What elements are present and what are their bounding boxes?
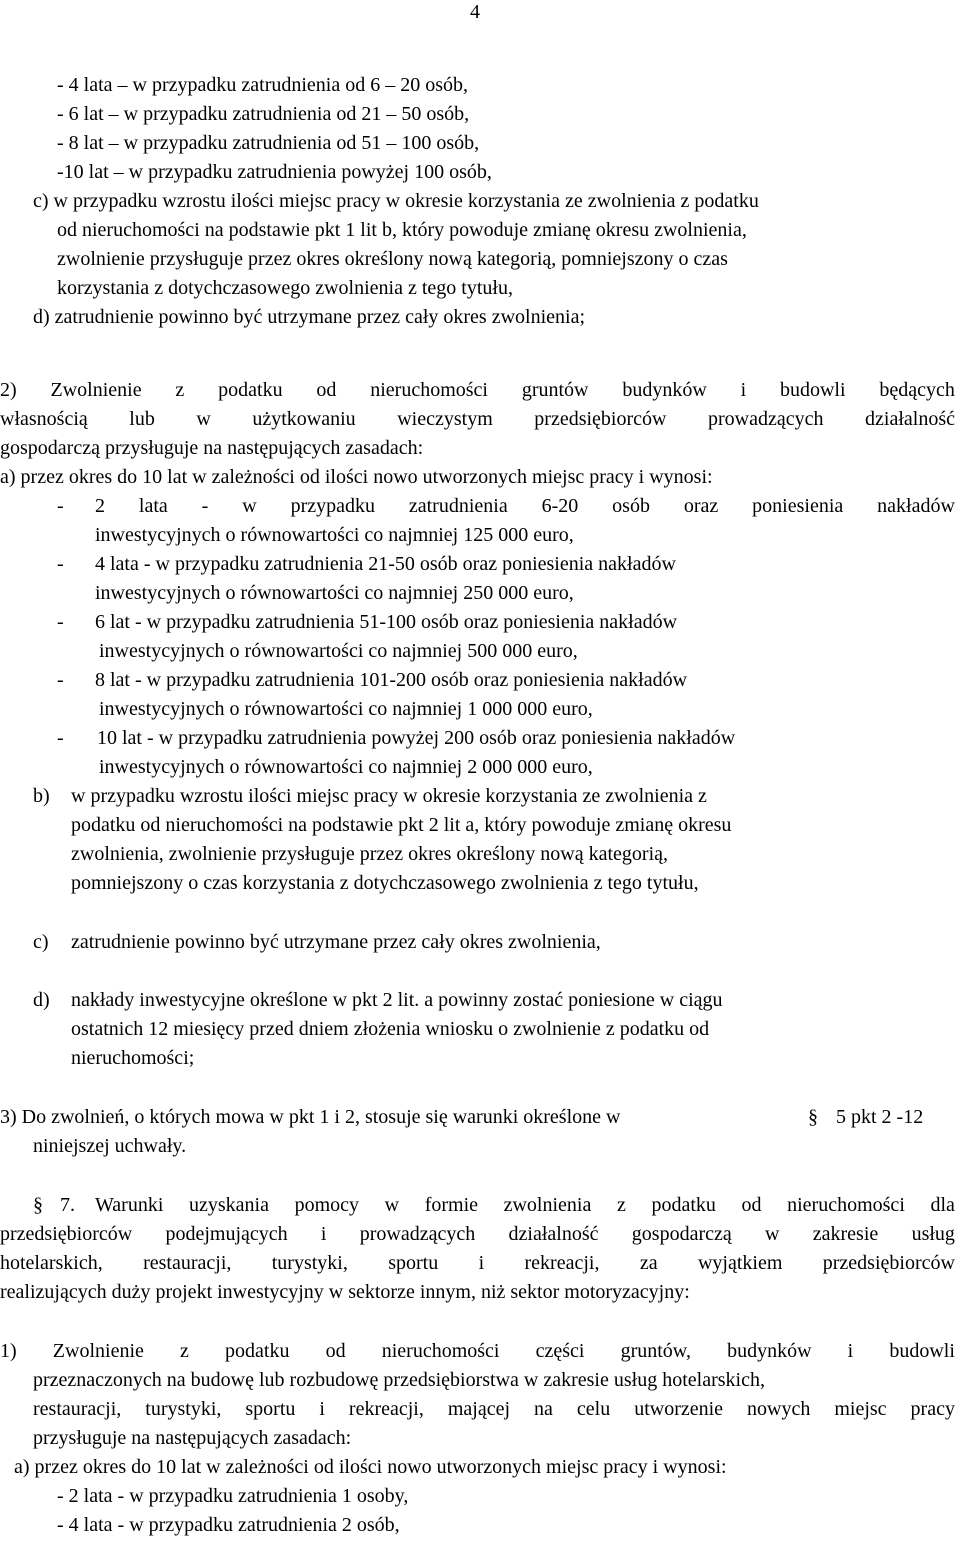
list-item: - 4 lata - w przypadku zatrudnienia 2 osób, [57, 1514, 400, 1536]
paragraph-7-line [0, 1251, 955, 1275]
word: przedsiębiorców [0, 1223, 133, 1245]
word: będących [879, 379, 955, 401]
word: restauracji, [143, 1252, 232, 1274]
word: lata [138, 495, 168, 517]
word: poniesienia [752, 495, 844, 517]
word: podejmujących [165, 1223, 288, 1245]
word: przedsiębiorców [534, 408, 667, 430]
paragraph-7-line [0, 1222, 955, 1246]
word: turystyki, [271, 1252, 348, 1274]
word: i [320, 1223, 327, 1245]
list-dash: - [57, 669, 64, 691]
word: działalność [508, 1223, 599, 1245]
word: 1) [0, 1340, 17, 1362]
section-7-1-line [33, 1397, 955, 1421]
list-item: 10 lat - w przypadku zatrudnienia powyżej 200 osób oraz poniesienia nakładów [97, 727, 736, 749]
word: celu [576, 1398, 611, 1420]
list-item-cont: inwestycyjnych o równowartości co najmniej 125 000 euro, [95, 524, 574, 546]
word: nowych [747, 1398, 811, 1420]
word: sportu [388, 1252, 439, 1274]
paragraph-sign-icon: § [33, 1194, 43, 1216]
word: pracy [910, 1398, 955, 1420]
section-3-line: niniejszej uchwały. [33, 1135, 187, 1157]
paragraph-number: 7. [60, 1194, 75, 1216]
text-line: korzystania z dotychczasowego zwolnienia z tego tytułu, [57, 277, 513, 299]
word: użytkowaniu [252, 408, 356, 430]
word: 6-20 [541, 495, 579, 517]
section-7-1-a: a) przez okres do 10 lat w zależności od ilości nowo utworzonych miejsc pracy i wynosi: [14, 1456, 727, 1478]
word: wyjątkiem [697, 1252, 783, 1274]
text-line: - 4 lata – w przypadku zatrudnienia od 6 – 20 osób, [57, 74, 469, 96]
text-line: d) zatrudnienie powinno być utrzymane przez cały okres zwolnienia; [33, 306, 586, 328]
word: i [847, 1340, 854, 1362]
word: przedsiębiorców [822, 1252, 955, 1274]
word: 2) [0, 379, 17, 401]
list-dash: - [57, 611, 64, 633]
list-dash: - [57, 495, 64, 517]
list-item: - 2 lata - w przypadku zatrudnienia 1 osoby, [57, 1485, 409, 1507]
word: w [765, 1223, 780, 1245]
word: od [741, 1194, 762, 1216]
section-7-1-line: przysługuje na następujących zasadach: [33, 1427, 352, 1449]
word: nieruchomości [370, 379, 488, 401]
item-d-line: ostatnich 12 miesięcy przed dniem złożenia wniosku o zwolnienie z podatku od [71, 1018, 710, 1040]
word: Warunki [95, 1194, 164, 1216]
word: i [478, 1252, 485, 1274]
word: gruntów [521, 379, 589, 401]
page-number: 4 [470, 1, 480, 23]
word: hotelarskich, [0, 1252, 103, 1274]
word: dla [930, 1194, 955, 1216]
item-b-line: zwolnienia, zwolnienie przysługuje przez okres określony nową kategorią, [71, 843, 669, 865]
word: budowli [779, 379, 846, 401]
word: działalność [865, 408, 955, 430]
word: w [196, 408, 211, 430]
word: usług [911, 1223, 955, 1245]
word: Zwolnienie [52, 1340, 144, 1362]
section-2-a: a) przez okres do 10 lat w zależności od ilości nowo utworzonych miejsc pracy i wynosi: [0, 466, 713, 488]
item-label-d: d) [33, 989, 50, 1011]
word: gospodarczą [631, 1223, 732, 1245]
section-3-ref: 5 pkt 2 -12 [836, 1106, 924, 1128]
item-b-line: w przypadku wzrostu ilości miejsc pracy w okresie korzystania ze zwolnienia z [71, 785, 707, 807]
word: formie [424, 1194, 478, 1216]
word: z [616, 1194, 626, 1216]
text-line: c) w przypadku wzrostu ilości miejsc pracy w okresie korzystania ze zwolnienia z podatku [33, 190, 759, 212]
word: gruntów, [620, 1340, 691, 1362]
item-b-line: podatku od nieruchomości na podstawie pkt 2 lit a, który powoduje zmianę okresu [71, 814, 732, 836]
word: turystyki, [145, 1398, 222, 1420]
word: oraz [683, 495, 719, 517]
section-7-1-line [0, 1339, 955, 1363]
section-2-line [0, 378, 955, 402]
word: z [180, 1340, 189, 1362]
word: mającej [447, 1398, 511, 1420]
word: części [535, 1340, 585, 1362]
paragraph-7-line [95, 1193, 955, 1217]
list-item-cont: inwestycyjnych o równowartości co najmniej 1 000 000 euro, [99, 698, 593, 720]
section-7-1-line: przeznaczonych na budowę lub rozbudowę przedsiębiorstwa w zakresie usług hotelarskich, [33, 1369, 765, 1391]
word: lub [129, 408, 155, 430]
word: wieczystym [397, 408, 493, 430]
paragraph-sign-icon: § [808, 1106, 818, 1128]
list-item-cont: inwestycyjnych o równowartości co najmniej 500 000 euro, [99, 640, 578, 662]
word: budynków [622, 379, 707, 401]
word: utworzenie [634, 1398, 724, 1420]
word: podatku [651, 1194, 716, 1216]
word: od [316, 379, 337, 401]
word: nieruchomości [787, 1194, 905, 1216]
word: budynków [727, 1340, 812, 1362]
word: od [325, 1340, 346, 1362]
item-label-b: b) [33, 785, 50, 807]
word: i [319, 1398, 325, 1420]
text-line: - 8 lat – w przypadku zatrudnienia od 51 – 100 osób, [57, 132, 480, 154]
word: - [201, 495, 209, 517]
section-2-line: gospodarczą przysługuje na następujących zasadach: [0, 437, 424, 459]
text-line: od nieruchomości na podstawie pkt 1 lit b, który powoduje zmianę okresu zwolnienia, [57, 219, 747, 241]
word: w [242, 495, 257, 517]
list-dash: - [57, 553, 64, 575]
word: prowadzących [707, 408, 824, 430]
word: podatku [225, 1340, 290, 1362]
word: nieruchomości [381, 1340, 500, 1362]
word: sportu [245, 1398, 296, 1420]
word: za [639, 1252, 658, 1274]
word: uzyskania [188, 1194, 269, 1216]
list-item [95, 494, 955, 518]
text-line: -10 lat – w przypadku zatrudnienia powyżej 100 osób, [57, 161, 492, 183]
word: osób [612, 495, 650, 517]
word: rekreacji, [524, 1252, 600, 1274]
section-2-line [0, 407, 955, 431]
text-line: zwolnienie przysługuje przez okres określony nową kategorią, pomniejszony o czas [57, 248, 728, 270]
word: miejsc [834, 1398, 887, 1420]
word: w [384, 1194, 400, 1216]
word: 2 [95, 495, 105, 517]
word: na [534, 1398, 553, 1420]
word: własnością [0, 408, 88, 430]
item-d-line: nakłady inwestycyjne określone w pkt 2 lit. a powinny zostać poniesione w ciągu [71, 989, 723, 1011]
list-item: 4 lata - w przypadku zatrudnienia 21-50 osób oraz poniesienia nakładów [95, 553, 676, 575]
word: przypadku [290, 495, 375, 517]
paragraph-7-sign [33, 1193, 75, 1217]
word: Zwolnienie [50, 379, 142, 401]
list-dash: - [57, 727, 64, 749]
word: pomocy [294, 1194, 360, 1216]
item-d-line: nieruchomości; [71, 1047, 195, 1069]
list-item: 8 lat - w przypadku zatrudnienia 101-200 osób oraz poniesienia nakładów [95, 669, 688, 691]
word: i [740, 379, 747, 401]
word: nakładów [877, 495, 955, 517]
item-label-c: c) [33, 931, 49, 953]
list-item-cont: inwestycyjnych o równowartości co najmniej 250 000 euro, [95, 582, 574, 604]
word: z [175, 379, 185, 401]
section-3-line: 3) Do zwolnień, o których mowa w pkt 1 i 2, stosuje się warunki określone w [0, 1106, 621, 1128]
item-b-line: pomniejszony o czas korzystania z dotychczasowego zwolnienia z tego tytułu, [71, 872, 699, 894]
list-item-cont: inwestycyjnych o równowartości co najmniej 2 000 000 euro, [99, 756, 593, 778]
word: restauracji, [33, 1398, 122, 1420]
word: budowli [889, 1340, 955, 1362]
paragraph-7-line: realizujących duży projekt inwestycyjny w sektorze innym, niż sektor motoryzacyjny: [0, 1281, 690, 1303]
text-line: - 6 lat – w przypadku zatrudnienia od 21 – 50 osób, [57, 103, 470, 125]
word: rekreacji, [348, 1398, 424, 1420]
word: zakresie [812, 1223, 879, 1245]
word: podatku [218, 379, 283, 401]
item-c-line: zatrudnienie powinno być utrzymane przez cały okres zwolnienia, [71, 931, 601, 953]
word: zwolnienia [503, 1194, 592, 1216]
list-item: 6 lat - w przypadku zatrudnienia 51-100 osób oraz poniesienia nakładów [95, 611, 678, 633]
word: zatrudnienia [408, 495, 508, 517]
word: prowadzących [359, 1223, 476, 1245]
